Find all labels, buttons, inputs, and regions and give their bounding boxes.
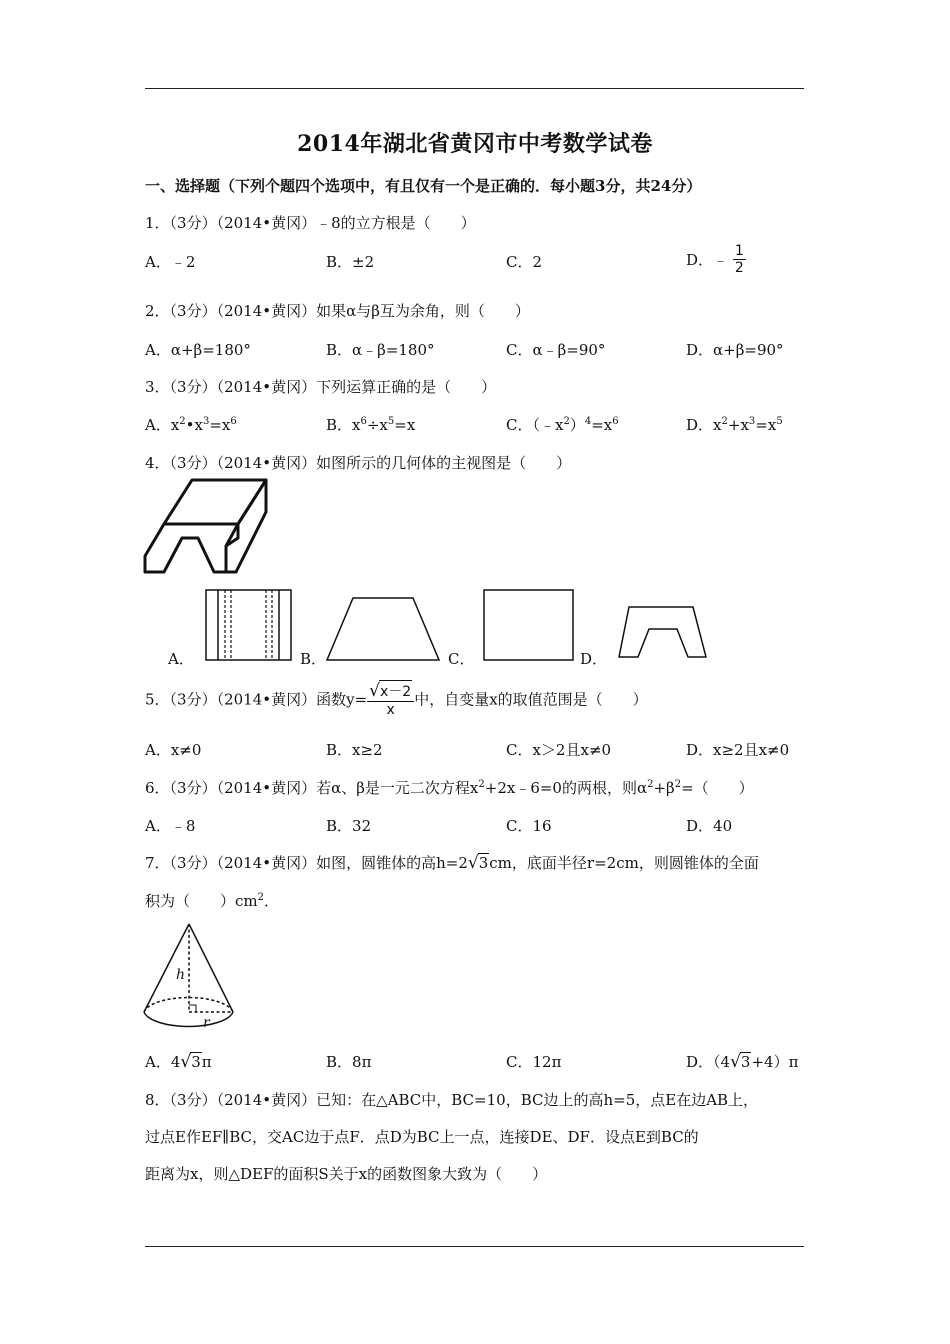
q3-c-t3: =x bbox=[591, 416, 613, 434]
q7-option-d[interactable] bbox=[686, 1051, 798, 1072]
q1-d-fraction bbox=[733, 243, 746, 276]
q3-b-t2: ÷x bbox=[366, 416, 388, 434]
q7-l2-post: ． bbox=[264, 892, 280, 910]
q6-option-c[interactable]: C．16 bbox=[506, 817, 552, 835]
q6-t2: +2x﹣6=0的两根，则α bbox=[484, 779, 648, 797]
q1-d-numerator: 1 bbox=[734, 243, 744, 259]
q3-a-e3: 6 bbox=[230, 416, 237, 427]
q2-option-b[interactable]: B．α﹣β=180° bbox=[326, 341, 435, 359]
q2-option-a[interactable]: A．α+β=180° bbox=[145, 341, 251, 359]
q3-d-t3: =x bbox=[755, 416, 777, 434]
q7-radical-icon: √ bbox=[467, 853, 479, 873]
q7-d-radicand: 3 bbox=[740, 1053, 751, 1071]
q4-option-d-figure[interactable] bbox=[617, 605, 709, 659]
section-heading: 一、选择题（下列个题四个选项中，有且仅有一个是正确的．每小题3分，共24分） bbox=[145, 177, 702, 195]
q7-l2-pre: 积为（ ）cm bbox=[145, 892, 258, 910]
q3-d-e3: 5 bbox=[776, 416, 783, 427]
top-rule bbox=[145, 88, 804, 89]
q7-d-radical-icon: √ bbox=[730, 1052, 741, 1072]
question-8-line2: 过点E作EF∥BC，交AC边于点F．点D为BC上一点，连接DE、DF．设点E到BC的 bbox=[145, 1128, 699, 1146]
question-8-line1: 8．（3分）（2014•黄冈）已知：在△ABC中，BC=10，BC边上的高h=5，点E在边AB上， bbox=[145, 1091, 759, 1109]
question-7-line1 bbox=[145, 852, 759, 873]
q7-d-post: +4）π bbox=[751, 1053, 799, 1071]
q6-option-b[interactable]: B．32 bbox=[326, 817, 372, 835]
q3-b-t3: =x bbox=[394, 416, 416, 434]
q5-option-b[interactable]: B．x≥2 bbox=[326, 741, 383, 759]
q6-t4: =（ ） bbox=[681, 779, 754, 797]
page-title: 2014年湖北省黄冈市中考数学试卷 bbox=[297, 131, 653, 157]
q5-option-a[interactable]: A．x≠0 bbox=[145, 741, 202, 759]
question-7-line2 bbox=[145, 890, 279, 911]
q7-cone-figure bbox=[141, 921, 237, 1033]
q3-b-e2: 5 bbox=[387, 416, 395, 427]
q5-radicand: x－2 bbox=[379, 680, 412, 701]
q3-d-e2: 3 bbox=[748, 416, 756, 427]
q1-d-denominator: 2 bbox=[734, 260, 744, 276]
q7-a-radical-icon: √ bbox=[180, 1052, 192, 1072]
q6-e1: 2 bbox=[478, 779, 485, 790]
q4-option-b[interactable]: B． bbox=[300, 650, 327, 668]
q1-option-b[interactable]: B．±2 bbox=[326, 253, 375, 271]
q3-option-a[interactable] bbox=[145, 414, 237, 435]
q7-l1-radicand: 3 bbox=[478, 854, 489, 872]
q1-d-prefix: D．﹣ bbox=[686, 251, 729, 269]
q7-option-c[interactable]: C．12π bbox=[506, 1053, 562, 1071]
q7-option-a[interactable] bbox=[145, 1051, 212, 1072]
q3-c-t2: ） bbox=[569, 416, 585, 434]
q7-l1-pre: 7．（3分）（2014•黄冈）如图，圆锥体的高h=2 bbox=[145, 854, 468, 872]
q5-frac-den: x bbox=[386, 702, 395, 718]
q1-option-d[interactable] bbox=[686, 243, 746, 276]
q3-c-e1: 2 bbox=[563, 416, 570, 427]
q3-c-e3: 6 bbox=[612, 416, 619, 427]
question-5-stem bbox=[145, 680, 648, 718]
q7-a-post: π bbox=[201, 1053, 212, 1071]
q5-fraction bbox=[367, 680, 414, 718]
q3-d-t2: +x bbox=[727, 416, 749, 434]
q6-t1: 6．（3分）（2014•黄冈）若α、β是一元二次方程x bbox=[145, 779, 479, 797]
q4-solid-figure bbox=[140, 476, 275, 582]
question-2-stem: 2．（3分）（2014•黄冈）如果α与β互为余角，则（ ） bbox=[145, 302, 530, 320]
q6-e3: 2 bbox=[674, 779, 682, 790]
q3-a-e1: 2 bbox=[179, 416, 186, 427]
q6-e2: 2 bbox=[647, 779, 654, 790]
q1-option-c[interactable]: C．2 bbox=[506, 253, 543, 271]
q3-a-t1: A．x bbox=[145, 416, 180, 434]
q7-fig-r-label: r bbox=[203, 1015, 210, 1031]
q7-l1-post: cm，底面半径r=2cm，则圆锥体的全面 bbox=[489, 854, 759, 872]
q6-t3: +β bbox=[653, 779, 675, 797]
q3-b-e1: 6 bbox=[360, 416, 367, 427]
q5-option-d[interactable]: D．x≥2且x≠0 bbox=[686, 741, 790, 759]
q2-option-d[interactable]: D．α+β=90° bbox=[686, 341, 784, 359]
q7-a-radicand: 3 bbox=[191, 1053, 201, 1071]
question-6-stem bbox=[145, 777, 754, 798]
q3-option-c[interactable] bbox=[506, 414, 619, 435]
q7-option-b[interactable]: B．8π bbox=[326, 1053, 372, 1071]
q3-d-e1: 2 bbox=[721, 416, 728, 427]
q3-d-t1: D．x bbox=[686, 416, 722, 434]
q3-option-b[interactable] bbox=[326, 414, 415, 435]
q7-d-pre: D．（4 bbox=[686, 1053, 731, 1071]
q5-radical-icon: √ bbox=[369, 681, 380, 701]
q3-b-t1: B．x bbox=[326, 416, 361, 434]
q5-stem-pre: 5．（3分）（2014•黄冈）函数y= bbox=[145, 690, 368, 709]
q4-option-a-figure[interactable] bbox=[205, 589, 292, 661]
question-3-stem: 3．（3分）（2014•黄冈）下列运算正确的是（ ） bbox=[145, 378, 497, 396]
q1-option-a[interactable]: A．﹣2 bbox=[145, 253, 196, 271]
q5-stem-post: 中，自变量x的取值范围是（ ） bbox=[414, 690, 648, 709]
question-1-stem: 1．（3分）（2014•黄冈）﹣8的立方根是（ ） bbox=[145, 214, 476, 232]
q7-l2-exp: 2 bbox=[257, 892, 265, 903]
q5-frac-num bbox=[367, 680, 414, 702]
q3-a-e2: 3 bbox=[202, 416, 210, 427]
q4-option-c-figure[interactable] bbox=[483, 589, 575, 662]
q3-c-e2: 4 bbox=[584, 416, 592, 427]
q3-a-t2: •x bbox=[185, 416, 203, 434]
q5-option-c[interactable]: C．x＞2且x≠0 bbox=[506, 741, 612, 759]
q7-a-pre: A．4 bbox=[145, 1053, 181, 1071]
q3-a-t3: =x bbox=[209, 416, 231, 434]
question-8-line3: 距离为x，则△DEF的面积S关于x的函数图象大致为（ ） bbox=[145, 1165, 548, 1183]
q3-option-d[interactable] bbox=[686, 414, 783, 435]
q4-option-a[interactable]: A． bbox=[168, 650, 194, 668]
q3-c-t1: C．（﹣x bbox=[506, 416, 564, 434]
q2-option-c[interactable]: C．α﹣β=90° bbox=[506, 341, 606, 359]
question-4-stem: 4．（3分）（2014•黄冈）如图所示的几何体的主视图是（ ） bbox=[145, 454, 572, 472]
q6-option-d[interactable]: D．40 bbox=[686, 817, 733, 835]
q4-option-c[interactable]: C． bbox=[448, 650, 475, 668]
q4-option-d[interactable]: D． bbox=[580, 650, 608, 668]
q6-option-a[interactable]: A．﹣8 bbox=[145, 817, 196, 835]
q7-fig-h-label: h bbox=[176, 967, 186, 983]
q4-option-b-figure[interactable] bbox=[325, 596, 441, 662]
bottom-rule bbox=[145, 1246, 804, 1247]
